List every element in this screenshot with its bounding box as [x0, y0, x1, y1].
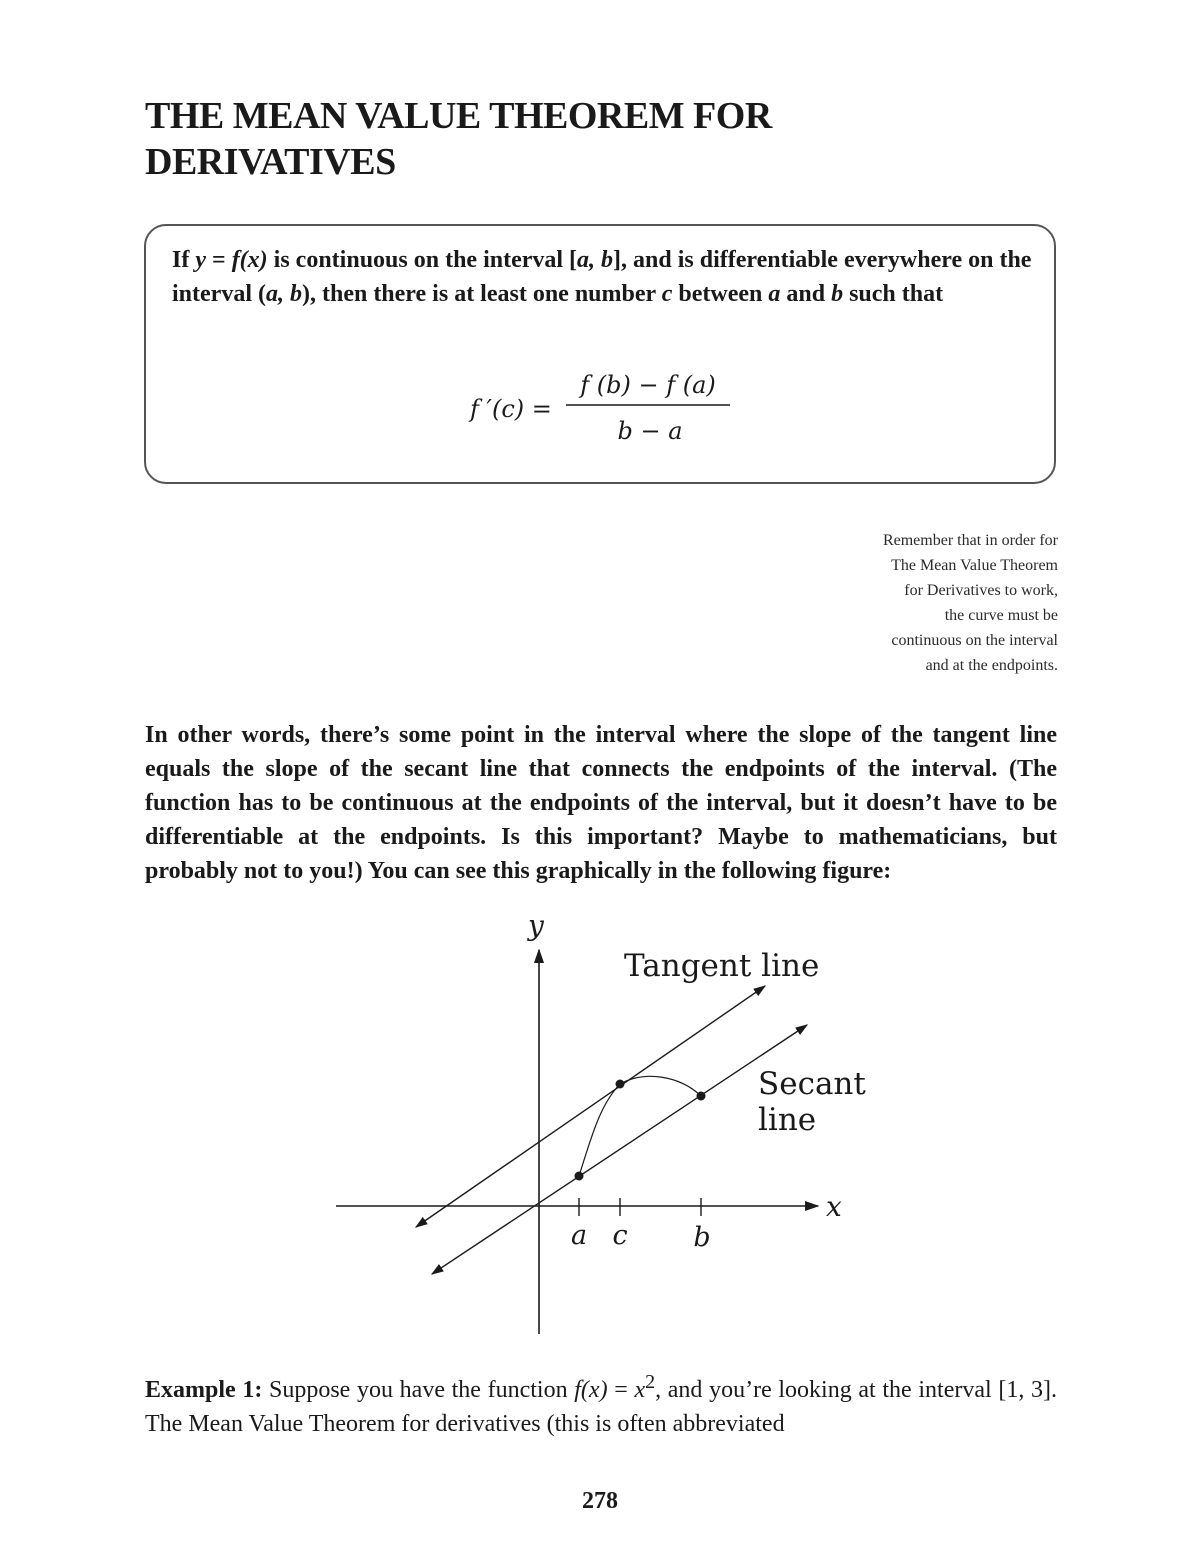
title-line-1: THE MEAN VALUE THEOREM FOR — [145, 95, 772, 137]
tick-label-b: b — [693, 1222, 711, 1253]
sidenote — [780, 528, 1058, 678]
point-c — [616, 1080, 625, 1089]
y-axis-label: y — [528, 909, 544, 942]
function-curve — [579, 1076, 701, 1176]
page-title — [145, 93, 1045, 185]
tangent-line — [416, 986, 765, 1227]
body-paragraph: In other words, there’s some point in the interval where the slope of the tangent line equals the slope of the secant line that connects the endpoints of the interval. (The function has to be continuous at the endpoints of the interval, but it doesn’t have to be differentiable at the endpoints. Is this important? Maybe to mathematicians, but probably not to you!) You can see this graphically in the following figure: — [145, 722, 1057, 884]
formula-numerator: f (b) − f (a) — [580, 371, 716, 399]
example-label: Example 1: — [145, 1377, 263, 1403]
secant-label-line-1: Secant — [758, 1066, 866, 1102]
sidenote-line: for Derivatives to work, — [904, 582, 1058, 599]
secant-label-line-2: line — [758, 1102, 817, 1138]
sidenote-line: and at the endpoints. — [925, 657, 1058, 674]
point-b — [697, 1092, 706, 1101]
sidenote-line: Remember that in order for — [882, 532, 1058, 549]
sidenote-line: the curve must be — [944, 607, 1058, 624]
point-a — [575, 1172, 584, 1181]
formula-lhs: f ′(c) = — [470, 395, 552, 423]
mvt-figure — [330, 900, 890, 1340]
title-line-2: DERIVATIVES — [145, 141, 396, 183]
mvt-formula — [440, 365, 760, 455]
page-number: 278 — [582, 1488, 618, 1514]
tick-label-c: c — [612, 1220, 628, 1251]
sidenote-line: continuous on the interval — [891, 632, 1058, 649]
sidenote-line: The Mean Value Theorem — [891, 557, 1058, 574]
tangent-line-label: Tangent line — [624, 948, 820, 984]
theorem-statement: If y = f(x) is continuous on the interval [a, b], and is differentiable everywhere on the interval (a, b), then there is at least one number c between a and b such that — [172, 247, 1032, 307]
x-axis-label: x — [826, 1190, 842, 1223]
example-paragraph: Example 1: Suppose you have the function $f(x) = x^2$, and you’re looking at the interval [1, 3]. The Mean Value Theorem for derivatives (this is often abbreviated — [145, 1371, 1057, 1437]
tick-label-a: a — [570, 1220, 588, 1251]
formula-denominator: b − a — [617, 417, 683, 445]
